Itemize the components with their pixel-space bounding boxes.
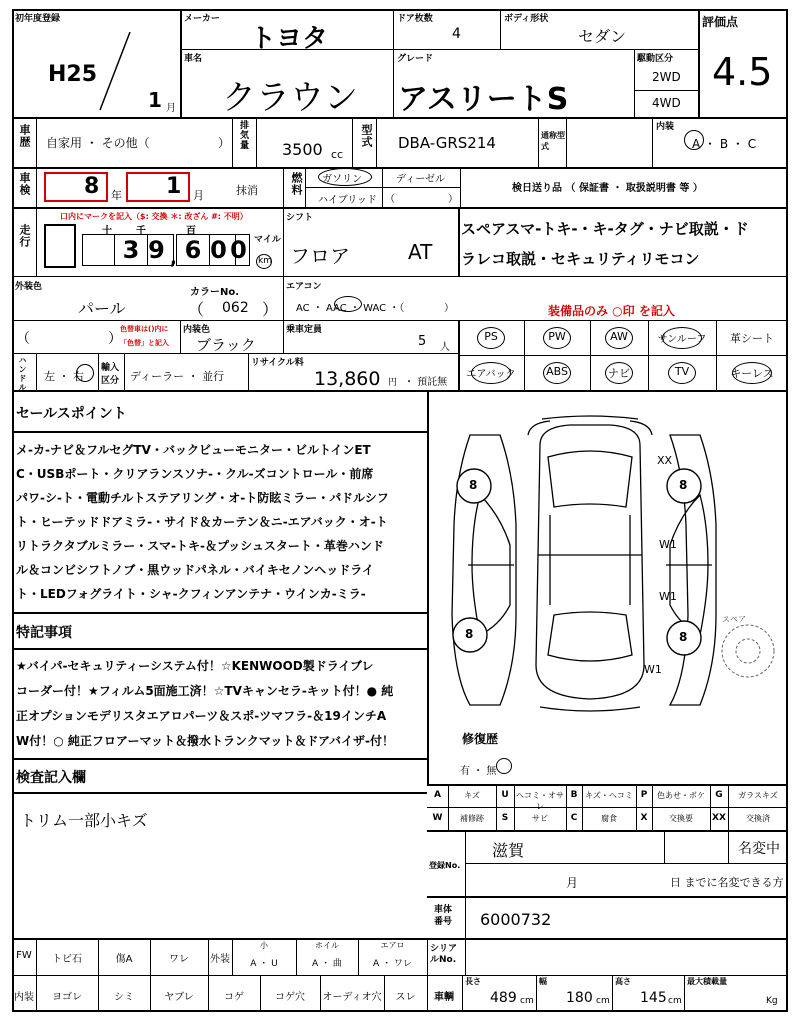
special-line: ★バイパ-セキュリティーシステム付！☆KENWOOD製ドライブレ (16, 659, 374, 673)
width-label: 幅 (539, 977, 547, 986)
equipment-circle (662, 327, 702, 349)
inspection-month-unit: 月 (193, 189, 204, 202)
fw-label: FW (16, 950, 32, 961)
import-label: 輸入区分 (101, 363, 120, 386)
tire-tread-fr: 8 (679, 478, 688, 492)
fuel-label: 燃料 (290, 172, 303, 196)
vin-value: 6000732 (480, 910, 552, 929)
legend-cell: 交換済 (746, 814, 770, 823)
sales-line: ル＆コンビシフトノブ・黒ウッドパネル・バイキセノンヘッドライ (16, 563, 374, 577)
aircon-label: エアコン (286, 282, 322, 292)
color-change-open: （ (16, 331, 30, 347)
equipment-item: PS (484, 330, 498, 343)
place-10k: 十 (102, 226, 112, 237)
recycle-value: 13,860 (314, 368, 381, 390)
maker-value: トヨタ (250, 24, 329, 54)
length-value: 489 (490, 990, 517, 1006)
special-title: 特記事項 (16, 625, 72, 641)
recycle-label: リサイクル料 (251, 358, 304, 368)
sales-line: C・USBポート・クリアランスソナ-・クル-ズコントロール・前席 (16, 467, 374, 481)
equipment-circle (543, 362, 571, 384)
reg-day-note: 日 までに名変できる方 (670, 876, 784, 889)
aircon-aac-circle (334, 296, 362, 312)
fw-item: ワレ (169, 954, 189, 965)
fuel-other-close: ） (448, 194, 458, 205)
first-reg-label: 初年度登録 (15, 14, 61, 24)
interior-color-value: ブラック (196, 336, 256, 354)
docs-line-1: スペアスマ-トキ-・キ-タグ・ナビ取説・ド (461, 220, 749, 238)
legend-cell: ヘコミ・オサレ (516, 791, 564, 811)
equipment-circle (732, 362, 772, 384)
odometer-digit: 0 (228, 234, 250, 266)
load-label: 最大積載量 (687, 977, 727, 986)
displacement-label: 排気量 (238, 120, 248, 150)
color-change-close: ） (108, 331, 122, 347)
car-diagram (430, 415, 790, 715)
sales-line: リトラクタブルミラー・スマ-トキ-＆プッシュスタート・革巻ハンド (16, 539, 384, 553)
recycle-deposit: ・ 預託無 (404, 377, 448, 388)
score-value: 4.5 (712, 50, 773, 94)
int-item: コゲ穴 (275, 992, 305, 1003)
check-text: トリム一部小キズ (20, 811, 148, 830)
inspection-month: 1 (166, 174, 182, 199)
legend-cell: A (434, 790, 441, 800)
grade-value: アスリートS (398, 82, 569, 117)
handle-value: 左 ・ 右 (44, 370, 84, 383)
repair-none-circle (496, 758, 512, 774)
legend-cell: 色あせ・ボケ (657, 791, 705, 800)
spare-label: スペア (722, 615, 746, 624)
equipment-circle (543, 327, 571, 349)
mileage-unit-km: km (258, 256, 272, 266)
ext-label: 外装 (210, 954, 230, 965)
name-label: 車名 (184, 54, 203, 64)
odometer-digit: 3 (114, 234, 148, 266)
legend-cell: キズ (464, 791, 480, 800)
damage-mark: W1 (659, 538, 677, 551)
inspection-year: 8 (84, 174, 100, 199)
drive-label: 駆動区分 (637, 54, 674, 64)
reg-label: 登録No. (429, 861, 461, 870)
fuel-gasoline-circle (318, 168, 372, 186)
legend-cell: 腐食 (601, 814, 617, 823)
legend-cell: W (432, 813, 443, 823)
int-item: スレ (395, 992, 416, 1003)
score-label: 評価点 (702, 15, 739, 29)
transmission-value: AT (408, 240, 433, 264)
color-change-note-2: 「色替」と記入 (120, 339, 169, 347)
interior-color-label: 内装色 (183, 325, 211, 335)
mileage-label: 走行 (18, 224, 31, 248)
legend-cell: G (715, 790, 723, 800)
height-value: 145 (640, 990, 667, 1006)
capacity-label: 乗車定員 (286, 325, 323, 335)
special-line: W付！○ 純正フロアーマット＆撥水トランクマット＆ドアバイザ-付！ (16, 734, 394, 748)
import-value: ディーラー ・ 並行 (130, 370, 225, 383)
legend-cell: 交換要 (669, 814, 693, 823)
inspection-erased: 抹消 (236, 184, 258, 197)
shift-value: フロア (290, 244, 350, 268)
docs-title: 検日送り品 （ 保証書 ・ 取扱説明書 等 ） (512, 183, 703, 194)
legend-cell: X (640, 813, 648, 823)
interior-grades: A ・ B ・ C (692, 137, 757, 151)
recycle-unit: 円 (388, 378, 398, 388)
place-100: 百 (186, 226, 196, 237)
sales-line: メ-カ-ナビ＆フルセグTV・バックビューモニター・ビルトインET (16, 443, 371, 457)
odometer-digit (82, 234, 116, 266)
maker-label: メーカー (184, 14, 220, 24)
sales-title: セールスポイント (16, 406, 127, 422)
legend-cell: S (501, 813, 509, 823)
ext-sub-values: A ・ ワレ (373, 959, 412, 969)
inspection-label: 車検 (18, 172, 31, 196)
history-label: 車歴 (18, 124, 31, 148)
int-label: 内装 (14, 992, 34, 1003)
color-code-label: カラーNo. (190, 287, 240, 298)
equipment-circle (477, 327, 505, 349)
equipment-circle (471, 362, 511, 384)
capacity-value: 5 (418, 334, 427, 349)
body-label: ボディ形状 (504, 14, 549, 24)
serial-label: シリアルNo. (430, 944, 458, 965)
width-unit: cm (596, 996, 610, 1006)
first-reg-month-unit: 月 (166, 103, 176, 114)
drive-4wd: 4WD (652, 96, 681, 110)
legend-cell: XX (712, 813, 726, 823)
common-model-label: 通称型式 (541, 131, 565, 151)
color-change-note-1: 色替車は()内に (120, 325, 169, 333)
odometer-comma: , (170, 248, 177, 269)
legend-cell: 補修跡 (460, 814, 484, 823)
vin-label: 車体番号 (434, 905, 453, 927)
drive-2wd: 2WD (652, 70, 681, 84)
inspection-year-unit: 年 (111, 189, 122, 202)
sales-line: ト・ヒーテッドドアミラ-・サイド＆カーテン＆ニ-エアバック・オ-ト (16, 515, 388, 529)
height-unit: cm (668, 996, 682, 1006)
damage-mark: W1 (659, 590, 677, 603)
grade-label: グレード (397, 54, 434, 64)
model-label: 型式 (360, 124, 373, 148)
odometer-digit: 0 (202, 234, 236, 266)
fw-item: 傷A (115, 954, 133, 965)
fuel-other-open: （ (385, 194, 395, 205)
int-item: コゲ (224, 992, 244, 1003)
tire-tread-fl: 8 (469, 478, 478, 492)
height-label: 高さ (615, 977, 631, 986)
legend-cell: キズ・ヘコミ (585, 791, 633, 800)
doors-label: ドア枚数 (397, 14, 433, 24)
int-item: オーディオ穴 (322, 992, 382, 1003)
equipment-item: キーレス (730, 367, 774, 380)
odometer-digit: 6 (176, 234, 210, 266)
equipment-item: ナビ (608, 367, 630, 380)
mileage-mark-box (44, 224, 76, 268)
color-code-open: （ (188, 300, 205, 319)
model-value: DBA-GRS214 (398, 134, 496, 152)
displacement-value: 3500 (282, 140, 323, 159)
interior-grade-circle (684, 130, 704, 150)
special-line: コーダー付！★フィルム5面施工済！☆TVキャンセラ-キット付！● 純 (16, 684, 394, 698)
odometer-digit: 9 (140, 234, 174, 266)
damage-mark: XX (657, 454, 673, 467)
tire-tread-rl: 8 (465, 627, 474, 641)
handle-right-circle (76, 364, 94, 382)
color-code-close: ） (262, 300, 279, 319)
equipment-item: 革シート (730, 332, 774, 345)
ext-sub-label: ホイル (315, 941, 339, 950)
fuel-diesel: ディーゼル (396, 174, 445, 185)
interior-label: 内装 (656, 122, 675, 132)
equipment-item: TV (674, 365, 690, 378)
first-reg-month: 1 (148, 88, 162, 112)
exterior-color-label: 外装色 (15, 282, 43, 292)
exterior-color-value: パール (78, 299, 126, 318)
int-item: ヤブレ (164, 992, 194, 1003)
mileage-unit-mile: マイル (254, 235, 281, 245)
equipment-item: サンルーフ (657, 334, 707, 345)
length-label: 長さ (465, 977, 481, 986)
special-line: 正オプションモデリスタエアロパーツ＆スポ-ツマフラ-＆19インチA (16, 709, 387, 723)
reg-change: 名変中 (738, 841, 780, 857)
doors-value: 4 (452, 26, 461, 42)
handle-label: ハンドル (18, 356, 27, 392)
color-code-value: 062 (222, 300, 249, 316)
place-1k: 千 (136, 226, 146, 237)
check-title: 検査記入欄 (16, 770, 86, 786)
shift-label: シフト (286, 213, 314, 223)
equipment-item: エアバック (466, 369, 516, 380)
history-text: 自家用 ・ その他（ (46, 136, 150, 150)
legend-cell: C (570, 813, 578, 823)
aircon-close: ） (444, 303, 454, 314)
fuel-hybrid: ハイブリッド (318, 195, 377, 206)
equipment-item: PW (548, 330, 566, 343)
legend-cell: サビ (532, 814, 548, 823)
equipment-item: ABS (546, 365, 568, 378)
docs-line-2: ラレコ取説・セキュリティリモコン (461, 250, 700, 268)
legend-cell: P (640, 790, 648, 800)
name-value: クラウン (222, 78, 358, 118)
fuel-gasoline: ガソリン (322, 174, 362, 185)
legend-cell: U (501, 790, 509, 800)
equipment-circle (605, 327, 633, 349)
legend-cell: ガラスキズ (738, 791, 778, 800)
equipment-title: 装備品のみ ○印 を記入 (548, 304, 675, 318)
mileage-km-circle (256, 254, 272, 269)
sales-line: ト・LEDフォグライト・シャ-クフィンアンテナ・ウインカ-ミラ- (16, 587, 366, 601)
mileage-note: 口内にマークを記入（$: 交換 ＊: 改ざん #: 不明） (60, 212, 248, 221)
int-item: シミ (114, 992, 134, 1003)
equipment-circle (605, 362, 633, 384)
equipment-circle (668, 362, 696, 384)
int-item: ヨゴレ (52, 992, 82, 1003)
aircon-values: AC ・ AAC ・ WAC ・（ (296, 303, 405, 314)
repair-value: 有 ・ 無 (460, 766, 497, 777)
equipment-item: AW (610, 330, 628, 343)
legend-cell: B (570, 790, 578, 800)
fw-item: トビ石 (52, 954, 82, 965)
body-value: セダン (578, 27, 627, 46)
ext-sub-values: A ・ 曲 (312, 959, 342, 969)
width-value: 180 (566, 990, 593, 1006)
dims-label: 車輌 (434, 992, 454, 1003)
sales-line: パワ-シ-ト・電動チルトステアリング・オ-ト防眩ミラー・パドルシフ (16, 491, 389, 505)
reg-month: 月 (566, 876, 579, 890)
first-reg-era: H25 (48, 62, 98, 87)
load-unit: Kg (766, 996, 778, 1006)
damage-mark: W1 (644, 663, 662, 676)
ext-sub-values: A ・ U (250, 959, 278, 969)
capacity-unit: 人 (440, 342, 450, 353)
history-close: ） (218, 136, 231, 150)
repair-label: 修復歴 (462, 732, 499, 746)
reg-region: 滋賀 (492, 841, 525, 860)
ext-sub-label: エアロ (380, 941, 405, 950)
ext-sub-label: 小 (260, 941, 268, 950)
displacement-unit: cc (331, 148, 344, 161)
tire-tread-rr: 8 (679, 630, 688, 644)
length-unit: cm (520, 996, 534, 1006)
